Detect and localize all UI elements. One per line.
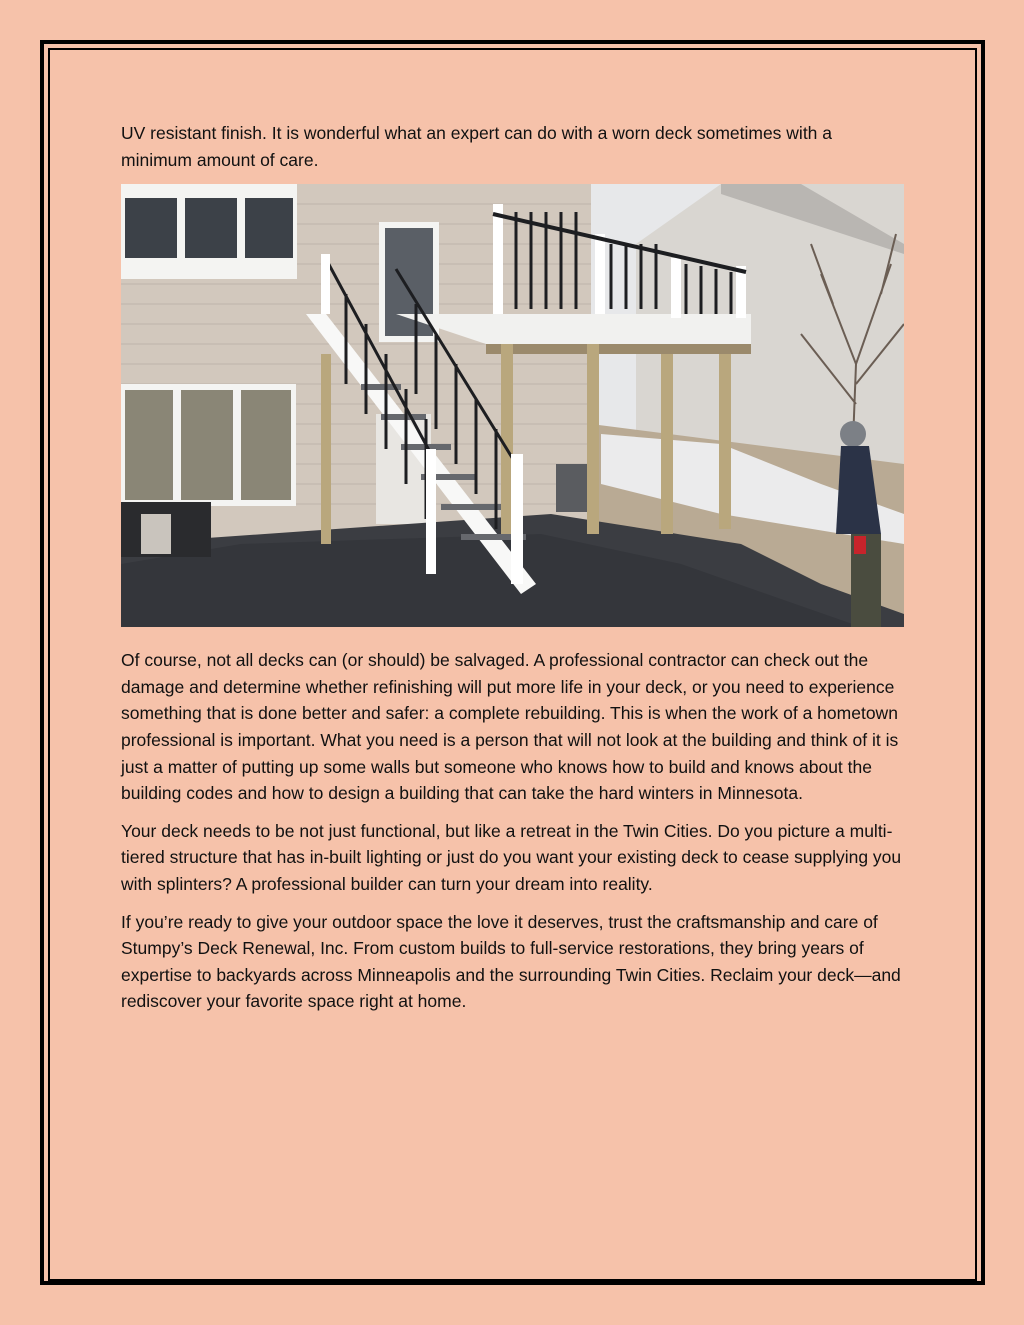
paragraph-retreat: Your deck needs to be not just functional, but like a retreat in the Twin Cities. Do you picture a multi-tiered structure that has in-built lighting or just do you want your existing deck to cease supplying you with splinters? A professional builder can turn your dream into reality.: [121, 820, 902, 894]
deck-photo: [121, 184, 904, 627]
paragraph-salvage: Of course, not all decks can (or should) be salvaged. A professional contractor can check out the damage and determine whether refinishing will put more life in your deck, or you need to experience something that is done better and safer: a complete rebuilding. This is when the work of a hometown professional is important. What you need is a person that will not look at the building and think of it is just a matter of putting up some walls but someone who knows how to build and knows about the building codes and how to design a building that can take the hard winters in Minnesota.: [121, 650, 899, 804]
paragraph-intro: UV resistant finish. It is wonderful what an expert can do with a worn deck sometimes with a minimum amount of care.: [121, 123, 833, 170]
article-body: [121, 120, 906, 1026]
paragraph-call-to-action: If you’re ready to give your outdoor space the love it deserves, trust the craftsmanship and care of Stumpy’s Deck Renewal, Inc. From custom builds to full-service restorations, they bring years of expertise to backyards across Minneapolis and the surrounding Twin Cities. Reclaim your deck—and rediscover your favorite space right at home.: [121, 911, 901, 1012]
